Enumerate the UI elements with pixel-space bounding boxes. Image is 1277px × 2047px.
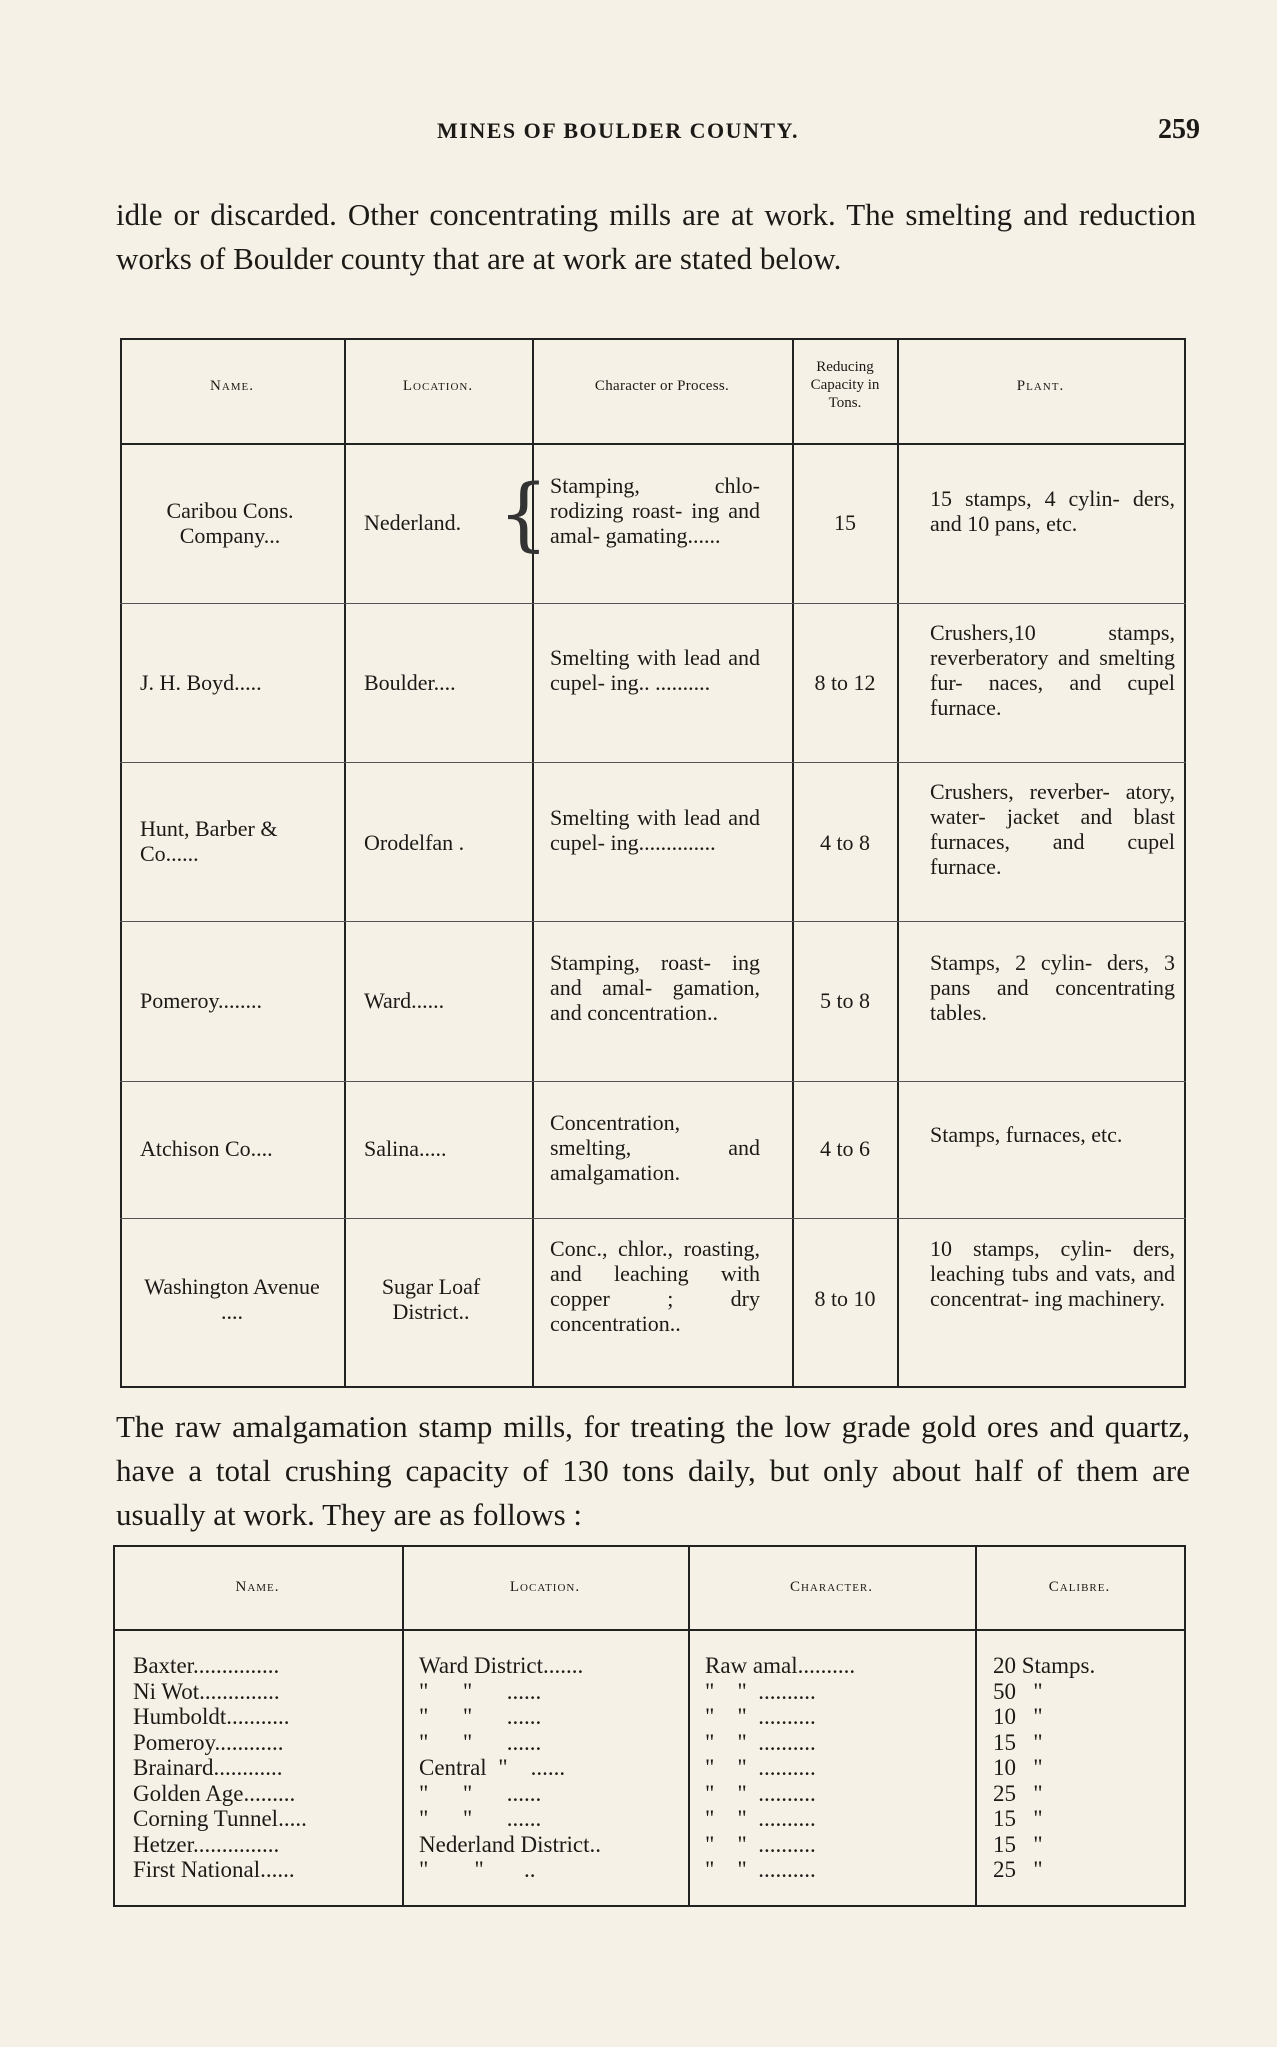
t2-calibre: 15 " — [993, 1806, 1043, 1831]
t1-name: J. H. Boyd..... — [140, 670, 262, 695]
t1-location: Boulder.... — [364, 670, 456, 695]
t2-character: " " .......... — [705, 1857, 816, 1882]
t1-name: Caribou Cons. Company... — [166, 498, 294, 548]
t1-name: Washington Avenue .... — [144, 1274, 320, 1324]
t2-name: Golden Age......... — [133, 1780, 296, 1806]
t2-name: First National...... — [133, 1857, 295, 1882]
t1-header-character: Character or Process. — [594, 378, 730, 394]
t2-calibre: 25 " — [993, 1857, 1043, 1882]
t2-header-character: Character. — [789, 1579, 874, 1595]
t2-character: " " .......... — [705, 1729, 816, 1755]
t1-location: Ward...... — [364, 988, 445, 1013]
t2-name: Baxter............... — [133, 1653, 280, 1678]
t2-calibre: 20 Stamps. — [993, 1653, 1096, 1678]
t2-calibre: 25 " — [993, 1780, 1043, 1806]
t1-character: Conc., chlor., roasting, and leaching with copper ; dry concentration.. — [550, 1236, 760, 1336]
t1-plant: Crushers, reverber- atory, water- jacket and blast furnaces, and cupel furnace. — [930, 779, 1175, 879]
t2-name: Humboldt........... — [133, 1704, 290, 1729]
t2-calibre: 10 " — [993, 1704, 1043, 1729]
t2-location: Ward District....... — [419, 1653, 584, 1678]
t2-calibre: 15 " — [993, 1831, 1043, 1857]
t2-calibre: 15 " — [993, 1729, 1043, 1755]
t2-name: Hetzer............... — [133, 1831, 280, 1857]
t1-capacity: 4 to 6 — [819, 1136, 871, 1161]
t2-header-calibre: Calibre. — [1048, 1579, 1111, 1595]
t1-location: Orodelfan . — [364, 830, 465, 855]
t2-location: Nederland District.. — [419, 1831, 602, 1857]
t2-calibre: 50 " — [993, 1678, 1043, 1704]
t1-plant: 10 stamps, cylin- ders, leaching tubs and vats, and concentrat- ing machinery. — [930, 1236, 1175, 1311]
t1-capacity: 15 — [834, 510, 856, 535]
t2-location: " " ...... — [419, 1780, 542, 1806]
stamp-mills-table — [113, 1545, 1186, 1907]
t2-name: Pomeroy............ — [133, 1729, 284, 1755]
t1-capacity: 4 to 8 — [819, 830, 871, 855]
page-header — [0, 112, 1277, 152]
smelting-works-table — [120, 338, 1185, 1388]
t2-location: " " ...... — [419, 1678, 542, 1704]
t2-character: " " .......... — [705, 1755, 816, 1780]
t1-capacity: 8 to 12 — [814, 670, 876, 695]
t1-plant: Stamps, furnaces, etc. — [930, 1122, 1123, 1147]
t1-plant: 15 stamps, 4 cylin- ders, and 10 pans, etc. — [930, 486, 1175, 536]
t1-header-plant: Plant. — [1016, 378, 1065, 394]
t2-header-location: Location. — [509, 1579, 581, 1595]
t2-character: " " .......... — [705, 1780, 816, 1806]
t1-capacity: 8 to 10 — [814, 1286, 876, 1311]
paragraph-stamp-mills: The raw amalgamation stamp mills, for treating the low grade gold ores and quartz, have a total crushing capacity of 130 tons daily, but only about half of them are usually at work. They are as follows : — [116, 1409, 1190, 1532]
t2-character: " " .......... — [705, 1704, 816, 1729]
page-number: 259 — [1158, 114, 1200, 145]
t1-location: Nederland. — [364, 510, 462, 535]
t2-header-name: Name. — [235, 1579, 280, 1595]
t1-character: Smelting with lead and cupel- ing.. .......... — [550, 645, 760, 695]
t2-character: " " .......... — [705, 1678, 816, 1704]
running-title: MINES OF BOULDER COUNTY. — [437, 118, 799, 143]
t1-location: Sugar Loaf District.. — [381, 1274, 481, 1324]
t2-location: " " ...... — [419, 1806, 542, 1831]
t2-location: " " ...... — [419, 1729, 542, 1755]
paragraph-intro: idle or discarded. Other concentrating mills are at work. The smelting and reduction works of Boulder county that are at work are stated below. — [116, 197, 1196, 276]
t1-name: Atchison Co.... — [140, 1136, 273, 1161]
t2-character: Raw amal.......... — [705, 1653, 856, 1678]
t2-location: Central " ...... — [419, 1755, 566, 1780]
t1-plant: Crushers,10 stamps, reverberatory and smelting fur- naces, and cupel furnace. — [930, 620, 1175, 720]
t1-name: Hunt, Barber & Co...... — [140, 816, 278, 866]
t1-header-name: Name. — [209, 378, 255, 394]
t1-character: Stamping, chlo- rodizing roast- ing and amal- gamating...... — [550, 473, 760, 548]
brace-icon: { — [498, 467, 549, 560]
t2-location: " " .. — [419, 1857, 536, 1882]
t2-name: Ni Wot.............. — [133, 1678, 280, 1704]
t2-character: " " .......... — [705, 1806, 816, 1831]
t1-header-location: Location. — [402, 378, 474, 394]
t2-name: Corning Tunnel..... — [133, 1806, 307, 1831]
t2-calibre: 10 " — [993, 1755, 1043, 1780]
t1-character: Concentration, smelting, and amalgamation. — [550, 1110, 760, 1185]
t1-character: Stamping, roast- ing and amal- gamation, and concentration.. — [550, 950, 760, 1025]
t2-character: " " .......... — [705, 1831, 816, 1857]
t1-name: Pomeroy........ — [140, 988, 263, 1013]
t1-header-capacity: Reducing Capacity in Tons. — [810, 359, 880, 411]
t1-character: Smelting with lead and cupel- ing.............. — [550, 805, 760, 855]
t2-location: " " ...... — [419, 1704, 542, 1729]
t1-plant: Stamps, 2 cylin- ders, 3 pans and concentrating tables. — [930, 950, 1175, 1025]
t1-location: Salina..... — [364, 1136, 447, 1161]
t2-name: Brainard............ — [133, 1755, 283, 1780]
t1-capacity: 5 to 8 — [819, 988, 871, 1013]
